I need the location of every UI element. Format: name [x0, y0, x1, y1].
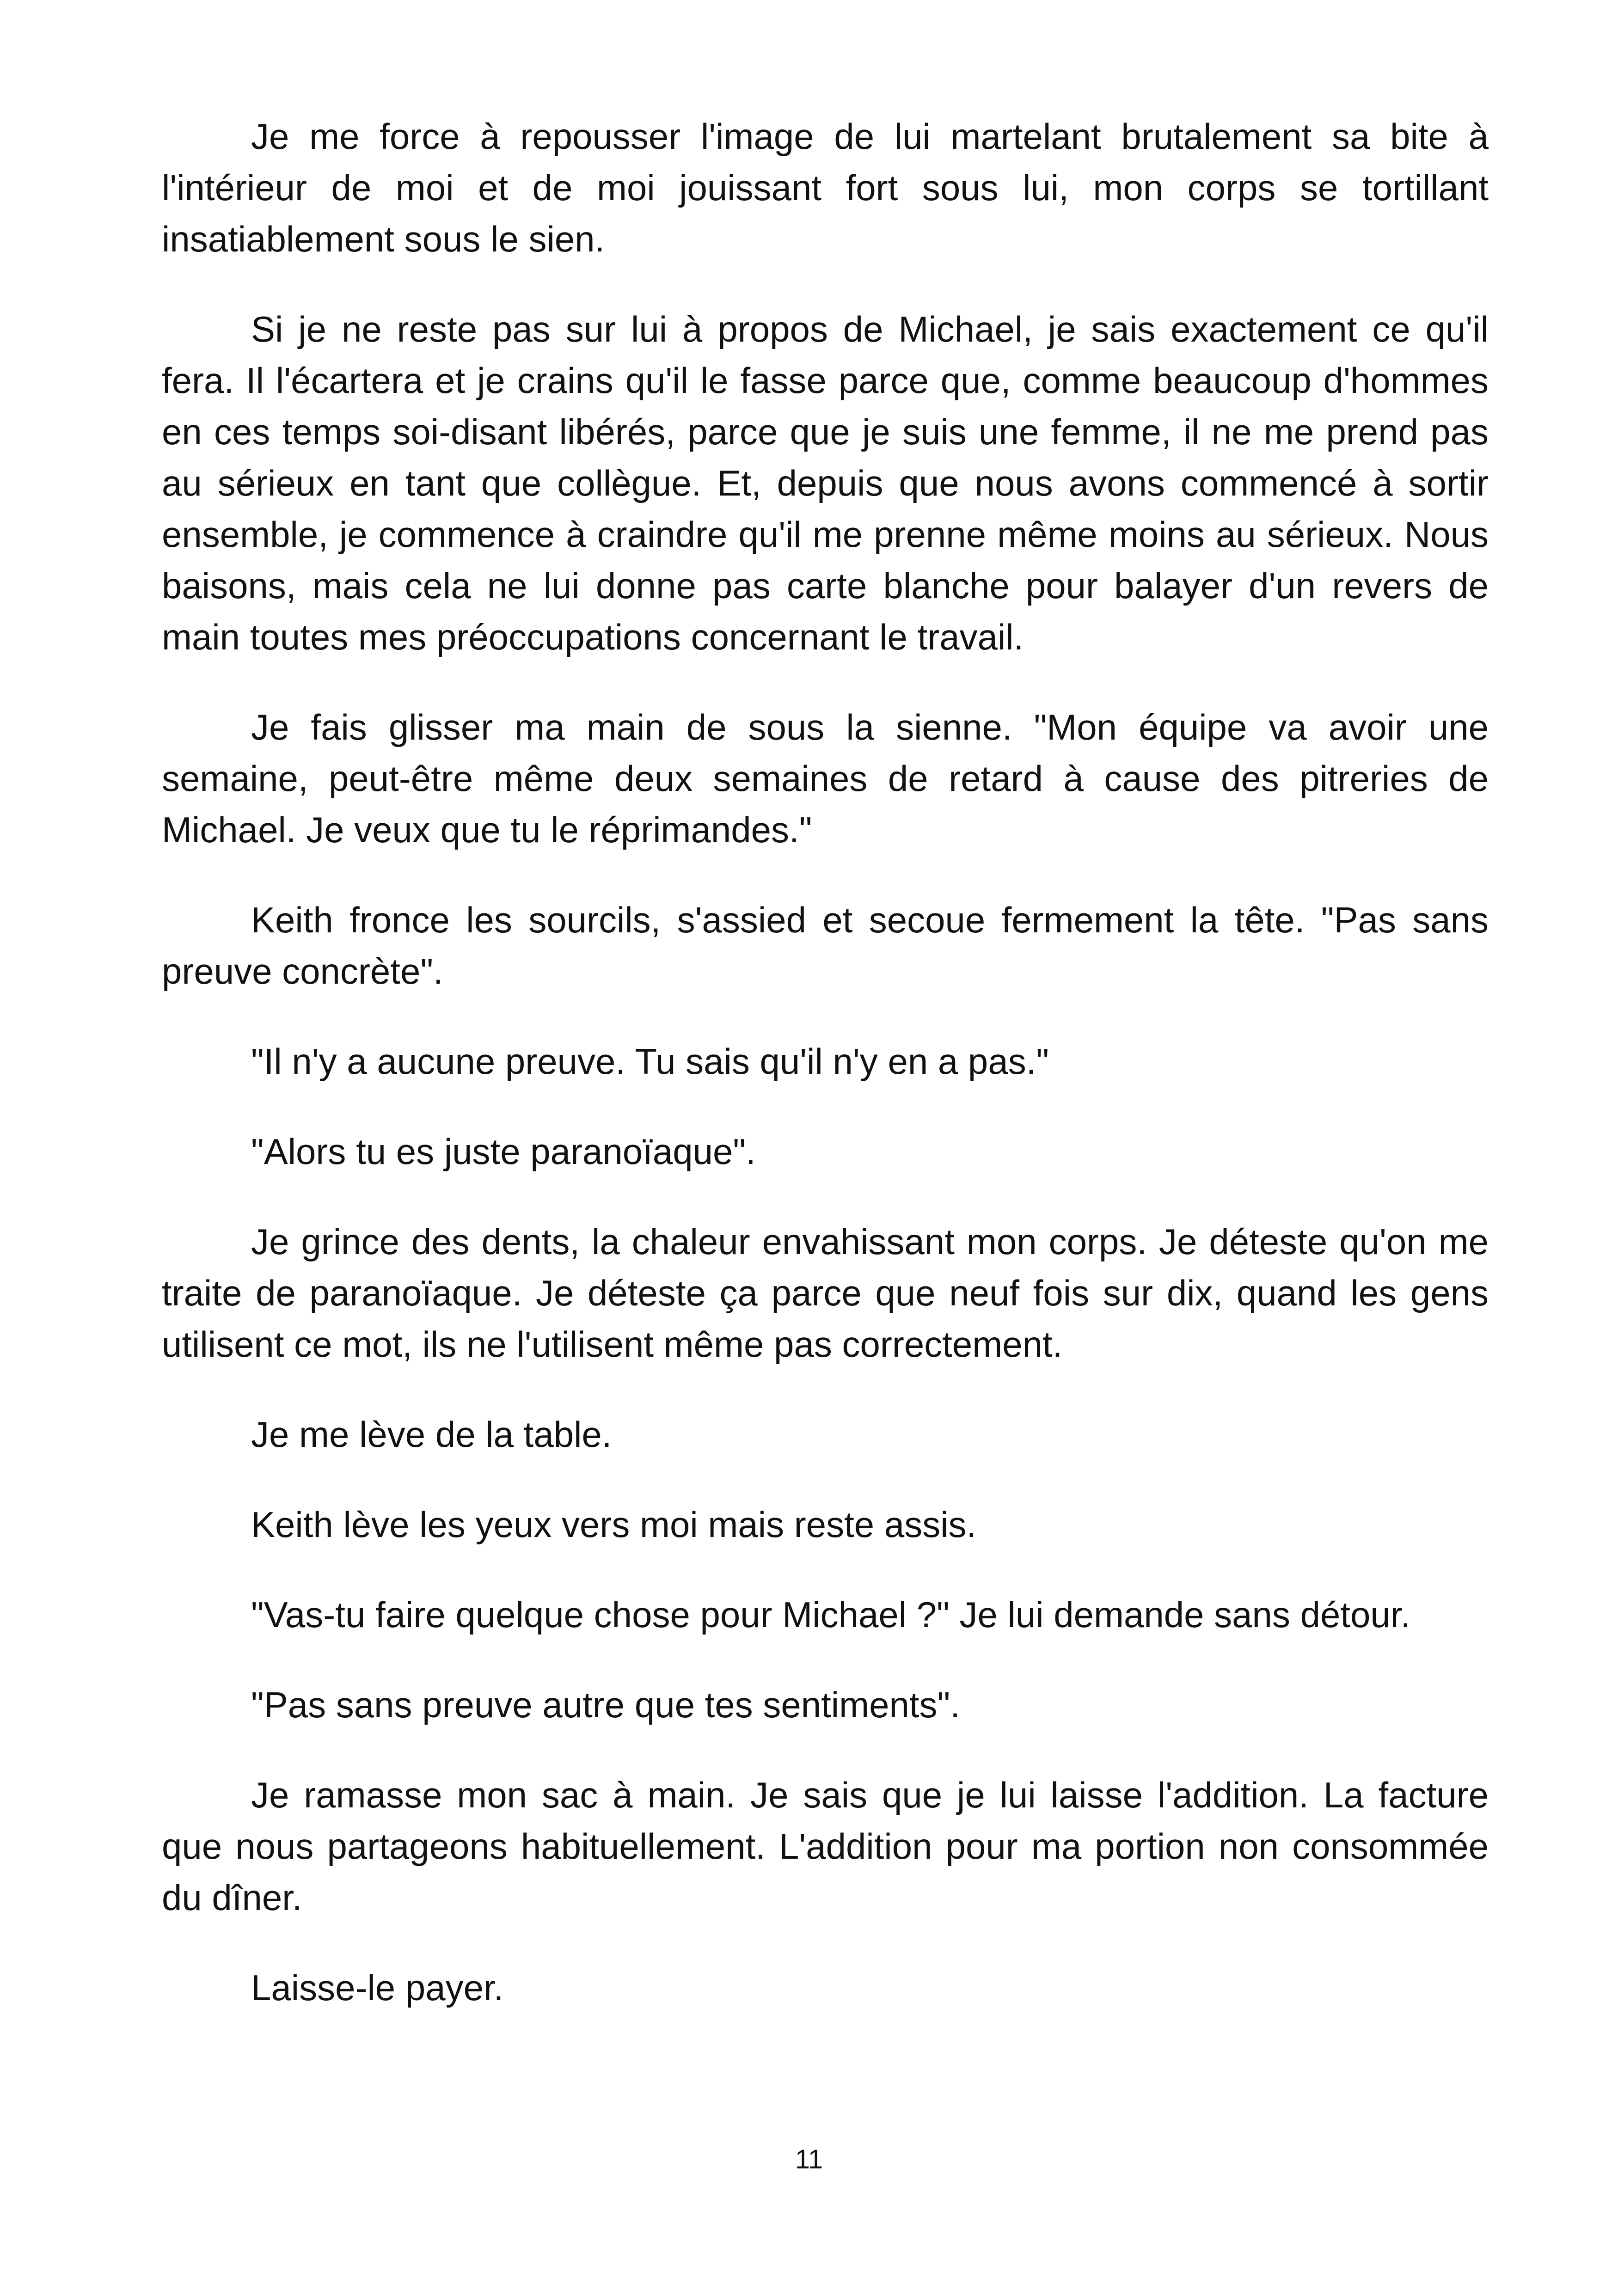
paragraph: Keith fronce les sourcils, s'assied et secoue fermement la tête. "Pas sans preuve concrète".: [162, 900, 1489, 992]
paragraph: "Il n'y a aucune preuve. Tu sais qu'il n'y en a pas.": [251, 1041, 1049, 1082]
paragraph: Keith lève les yeux vers moi mais reste assis.: [251, 1504, 977, 1545]
paragraph: "Vas-tu faire quelque chose pour Michael ?" Je lui demande sans détour.: [251, 1594, 1411, 1635]
paragraph: "Pas sans preuve autre que tes sentiments".: [251, 1684, 960, 1725]
paragraph: Laisse-le payer.: [251, 1967, 504, 2008]
body-text: [162, 111, 1489, 2014]
paragraph: Je me force à repousser l'image de lui martelant brutalement sa bite à l'intérieur de moi et de moi jouissant fort sous lui, mon corps se tortillant insatiablement sous le sien.: [162, 116, 1489, 259]
paragraph: "Alors tu es juste paranoïaque".: [251, 1131, 756, 1172]
paragraph: Je me lève de la table.: [251, 1414, 612, 1455]
page-number: 11: [795, 2144, 823, 2174]
paragraph: Si je ne reste pas sur lui à propos de Michael, je sais exactement ce qu'il fera. Il l'écartera et je crains qu'il le fasse parce que, comme beaucoup d'hommes en ces temps soi-disant libérés, parce que je suis une femme, il ne me prend pas au sérieux en tant que collègue. Et, depuis que nous avons commencé à sortir ensemble, je commence à craindre qu'il me prenne même moins au sérieux. Nous baisons, mais cela ne lui donne pas carte blanche pour balayer d'un revers de main toutes mes préoccupations concernant le travail.: [162, 309, 1489, 657]
paragraph: Je ramasse mon sac à main. Je sais que je lui laisse l'addition. La facture que nous partageons habituellement. L'addition pour ma portion non consommée du dîner.: [162, 1775, 1489, 1918]
paragraph: Je grince des dents, la chaleur envahissant mon corps. Je déteste qu'on me traite de paranoïaque. Je déteste ça parce que neuf fois sur dix, quand les gens utilisent ce mot, ils ne l'utilisent même pas correctement.: [162, 1221, 1489, 1365]
paragraph: Je fais glisser ma main de sous la sienne. "Mon équipe va avoir une semaine, peut-être même deux semaines de retard à cause des pitreries de Michael. Je veux que tu le réprimandes.": [162, 707, 1489, 850]
